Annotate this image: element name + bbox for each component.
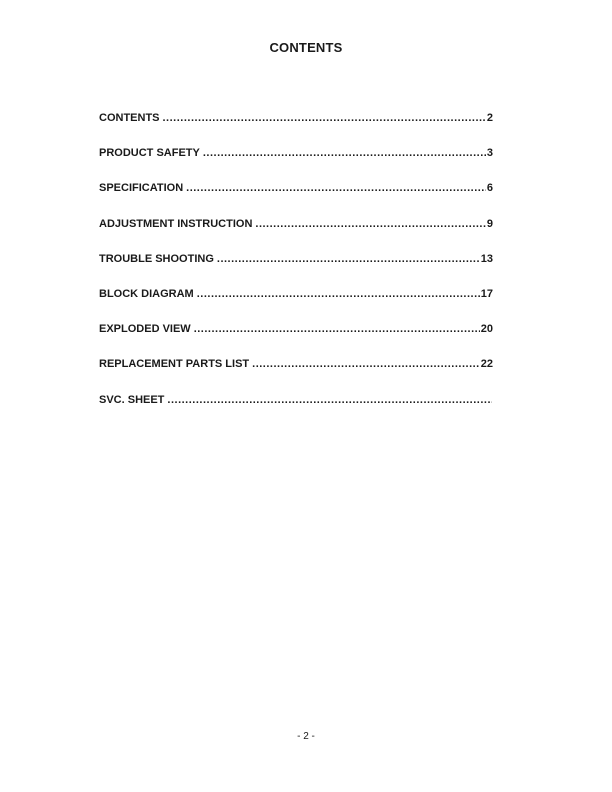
dot-leader <box>167 394 492 406</box>
toc-entry-label: TROUBLE SHOOTING <box>99 252 214 265</box>
toc-entry-product-safety[interactable] <box>99 147 493 182</box>
toc-entry-label: BLOCK DIAGRAM <box>99 287 194 300</box>
toc-entry-contents[interactable] <box>99 112 493 147</box>
toc-entry-label: SPECIFICATION <box>99 182 184 195</box>
table-of-contents <box>99 112 493 429</box>
toc-entry-page: 2 <box>486 112 493 124</box>
toc-entry-block-diagram[interactable] <box>99 288 493 323</box>
toc-entry-label: ADJUSTMENT INSTRUCTION <box>99 217 253 230</box>
toc-entry-trouble-shooting[interactable] <box>99 253 493 288</box>
toc-entry-label: CONTENTS <box>99 112 160 124</box>
dot-leader <box>197 288 480 300</box>
dot-leader <box>255 218 485 230</box>
toc-entry-page: 22 <box>480 358 493 371</box>
page-title: CONTENTS <box>269 40 343 55</box>
toc-entry-exploded-view[interactable] <box>99 323 493 358</box>
toc-entry-page: 9 <box>486 217 493 230</box>
toc-entry-label: REPLACEMENT PARTS LIST <box>99 358 250 371</box>
toc-entry-replacement-parts-list[interactable] <box>99 358 493 393</box>
toc-entry-label: SVC. SHEET <box>99 393 165 406</box>
toc-entry-page: 3 <box>486 147 493 160</box>
toc-entry-page: 6 <box>486 182 493 195</box>
toc-entry-page: 17 <box>480 287 493 300</box>
page-number: - 2 - <box>297 731 315 742</box>
toc-entry-specification[interactable] <box>99 182 493 217</box>
dot-leader <box>252 358 480 370</box>
dot-leader <box>163 112 486 124</box>
toc-entry-adjustment-instruction[interactable] <box>99 218 493 253</box>
dot-leader <box>194 323 480 335</box>
toc-entry-label: PRODUCT SAFETY <box>99 147 200 160</box>
dot-leader <box>217 253 480 265</box>
toc-entry-page: 20 <box>480 323 493 336</box>
toc-entry-label: EXPLODED VIEW <box>99 323 191 336</box>
toc-entry-page: 13 <box>480 252 493 265</box>
dot-leader <box>186 182 486 194</box>
toc-entry-svc-sheet[interactable] <box>99 394 493 429</box>
dot-leader <box>203 147 486 159</box>
